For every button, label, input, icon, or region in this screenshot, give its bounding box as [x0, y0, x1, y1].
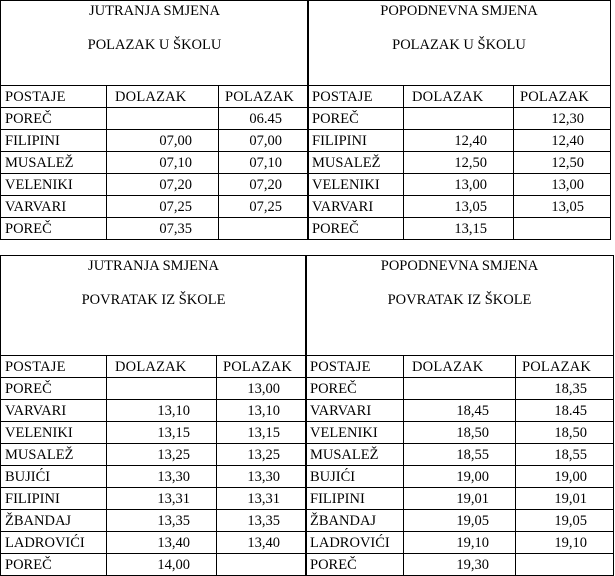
station-cell: POREČ [308, 108, 404, 130]
table-row [306, 400, 614, 422]
departure-cell: 07,00 [219, 130, 309, 152]
station-cell: POREČ [306, 554, 404, 576]
departure-cell: 18,55 [516, 444, 614, 466]
table-row [1, 422, 307, 444]
arrival-cell: 13,15 [404, 218, 514, 240]
table-row [1, 466, 307, 488]
arrival-cell: 12,40 [404, 130, 514, 152]
station-cell: POREČ [1, 554, 107, 576]
arrival-cell: 19,01 [404, 488, 516, 510]
table-row [306, 510, 614, 532]
station-cell: POREČ [1, 108, 107, 130]
departure-cell: 13,15 [217, 422, 307, 444]
departure-cell: 19,05 [516, 510, 614, 532]
table-header [308, 1, 611, 86]
station-cell: BUJIĆI [1, 466, 107, 488]
departure-cell: 13,31 [217, 488, 307, 510]
table-row [1, 130, 309, 152]
station-cell: ŽBANDAJ [306, 510, 404, 532]
station-cell: VELENIKI [1, 422, 107, 444]
table-row [306, 378, 614, 400]
station-cell: LADROVIĆI [1, 532, 107, 554]
station-cell: MUSALEŽ [1, 444, 107, 466]
arrival-cell: 19,10 [404, 532, 516, 554]
station-cell: BUJIĆI [306, 466, 404, 488]
column-header: DOLAZAK [404, 356, 516, 378]
departure-cell: 13,30 [217, 466, 307, 488]
departure-cell: 07,25 [219, 196, 309, 218]
timetable [307, 0, 611, 240]
column-header: POSTAJE [308, 86, 404, 108]
departure-cell: 12,30 [514, 108, 611, 130]
departure-cell: 13,25 [217, 444, 307, 466]
departure-cell [217, 554, 307, 576]
arrival-cell: 19,05 [404, 510, 516, 532]
station-cell: POREČ [1, 218, 107, 240]
table-row [1, 532, 307, 554]
column-header: POSTAJE [1, 356, 107, 378]
departure-cell: 13,05 [514, 196, 611, 218]
departure-cell: 07,20 [219, 174, 309, 196]
arrival-cell: 18,45 [404, 400, 516, 422]
table-row [1, 488, 307, 510]
departure-cell: 18,35 [516, 378, 614, 400]
arrival-cell: 13,25 [107, 444, 217, 466]
schedule-morning-to-school [0, 0, 309, 240]
table-row [306, 466, 614, 488]
departure-cell: 13,10 [217, 400, 307, 422]
arrival-cell: 07,10 [107, 152, 219, 174]
station-cell: VARVARI [1, 400, 107, 422]
table-header [1, 1, 309, 86]
station-cell: FILIPINI [306, 488, 404, 510]
departure-cell: 13,00 [514, 174, 611, 196]
timetable [305, 255, 614, 576]
departure-cell: 19,00 [516, 466, 614, 488]
table-row [1, 378, 307, 400]
arrival-cell: 07,25 [107, 196, 219, 218]
column-header: DOLAZAK [107, 86, 219, 108]
arrival-cell: 19,30 [404, 554, 516, 576]
table-row [1, 510, 307, 532]
table-row [1, 174, 309, 196]
arrival-cell [107, 378, 217, 400]
station-cell: POREČ [1, 378, 107, 400]
arrival-cell: 18,55 [404, 444, 516, 466]
departure-cell: 19,10 [516, 532, 614, 554]
table-row [308, 218, 611, 240]
column-header: POLAZAK [516, 356, 614, 378]
station-cell: VELENIKI [1, 174, 107, 196]
arrival-cell: 12,50 [404, 152, 514, 174]
column-header: POLAZAK [217, 356, 307, 378]
departure-cell [219, 218, 309, 240]
station-cell: VELENIKI [308, 174, 404, 196]
table-row [1, 108, 309, 130]
arrival-cell: 13,40 [107, 532, 217, 554]
column-header: POLAZAK [219, 86, 309, 108]
schedule-morning-return [0, 255, 307, 576]
table-row [306, 554, 614, 576]
direction-title: POLAZAK U ŠKOLU [87, 37, 222, 53]
table-header [306, 256, 614, 356]
arrival-cell: 07,35 [107, 218, 219, 240]
departure-cell: 18.45 [516, 400, 614, 422]
station-cell: VARVARI [1, 196, 107, 218]
schedule-afternoon-to-school [307, 0, 611, 240]
departure-cell: 12,40 [514, 130, 611, 152]
station-cell: VELENIKI [306, 422, 404, 444]
departure-cell [516, 554, 614, 576]
table-row [308, 130, 611, 152]
shift-title: POPODNEVNA SMJENA [380, 258, 539, 274]
shift-title: JUTRANJA SMJENA [88, 258, 219, 274]
arrival-cell [404, 108, 514, 130]
station-cell: ŽBANDAJ [1, 510, 107, 532]
station-cell: FILIPINI [1, 130, 107, 152]
column-header: POSTAJE [306, 356, 404, 378]
arrival-cell: 13,30 [107, 466, 217, 488]
departure-cell: 13,35 [217, 510, 307, 532]
arrival-cell: 18,50 [404, 422, 516, 444]
column-header: POSTAJE [1, 86, 107, 108]
station-cell: MUSALEŽ [1, 152, 107, 174]
table-row [306, 422, 614, 444]
station-cell: POREČ [306, 378, 404, 400]
shift-title: JUTRANJA SMJENA [89, 3, 220, 19]
direction-title: POVRATAK IZ ŠKOLE [387, 292, 532, 308]
table-row [308, 196, 611, 218]
table-row [1, 218, 309, 240]
departure-cell: 13,00 [217, 378, 307, 400]
table-row [1, 400, 307, 422]
table-row [1, 152, 309, 174]
station-cell: FILIPINI [308, 130, 404, 152]
station-cell: LADROVIĆI [306, 532, 404, 554]
arrival-cell: 13,15 [107, 422, 217, 444]
table-header [1, 256, 307, 356]
table-row [1, 196, 309, 218]
arrival-cell: 13,05 [404, 196, 514, 218]
table-row [1, 444, 307, 466]
table-row [306, 444, 614, 466]
station-cell: VARVARI [306, 400, 404, 422]
column-header: DOLAZAK [404, 86, 514, 108]
schedule-afternoon-return [305, 255, 614, 576]
departure-cell [514, 218, 611, 240]
table-row [308, 174, 611, 196]
departure-cell: 06.45 [219, 108, 309, 130]
timetable [0, 255, 307, 576]
departure-cell: 13,40 [217, 532, 307, 554]
arrival-cell: 13,10 [107, 400, 217, 422]
table-row [308, 108, 611, 130]
arrival-cell: 19,00 [404, 466, 516, 488]
column-header: DOLAZAK [107, 356, 217, 378]
station-cell: FILIPINI [1, 488, 107, 510]
arrival-cell: 07,20 [107, 174, 219, 196]
shift-title: POPODNEVNA SMJENA [380, 3, 538, 19]
arrival-cell: 13,35 [107, 510, 217, 532]
table-row [306, 532, 614, 554]
departure-cell: 19,01 [516, 488, 614, 510]
table-row [1, 554, 307, 576]
station-cell: MUSALEŽ [308, 152, 404, 174]
arrival-cell [404, 378, 516, 400]
arrival-cell: 13,31 [107, 488, 217, 510]
timetable [0, 0, 309, 240]
table-row [306, 488, 614, 510]
arrival-cell [107, 108, 219, 130]
departure-cell: 07,10 [219, 152, 309, 174]
arrival-cell: 14,00 [107, 554, 217, 576]
direction-title: POVRATAK IZ ŠKOLE [81, 292, 226, 308]
direction-title: POLAZAK U ŠKOLU [392, 37, 526, 53]
departure-cell: 18,50 [516, 422, 614, 444]
departure-cell: 12,50 [514, 152, 611, 174]
station-cell: MUSALEŽ [306, 444, 404, 466]
column-header: POLAZAK [514, 86, 611, 108]
table-row [308, 152, 611, 174]
station-cell: POREČ [308, 218, 404, 240]
station-cell: VARVARI [308, 196, 404, 218]
arrival-cell: 07,00 [107, 130, 219, 152]
arrival-cell: 13,00 [404, 174, 514, 196]
